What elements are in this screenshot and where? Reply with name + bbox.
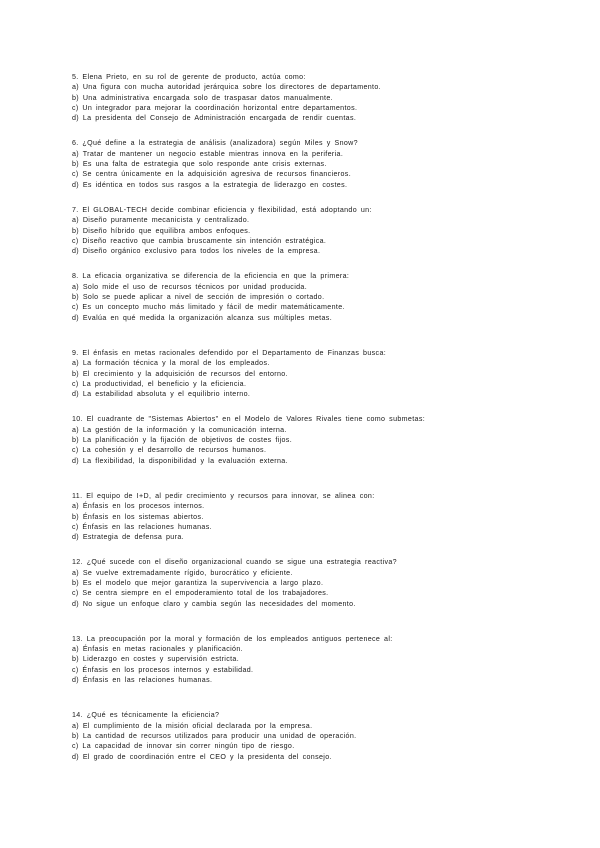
question-5 (72, 72, 542, 123)
option-d: d) Estrategia de defensa pura. (72, 533, 184, 542)
question-13 (72, 634, 542, 685)
option-a: a) Tratar de mantener un negocio estable mientras innova en la periferia. (72, 149, 344, 158)
question-title: 6. ¿Qué define a la estrategia de análisis (analizadora) según Miles y Snow? (72, 139, 358, 148)
option-a: a) Se vuelve extremadamente rígido, burocrático y eficiente. (72, 568, 293, 577)
option-b: b) Diseño híbrido que equilibra ambos enfoques. (72, 226, 251, 235)
question-title: 7. El GLOBAL-TECH decide combinar eficiencia y flexibilidad, está adoptando un: (72, 205, 372, 214)
question-title: 14. ¿Qué es técnicamente la eficiencia? (72, 711, 220, 720)
question-title: 5. Elena Prieto, en su rol de gerente de producto, actúa como: (72, 73, 306, 81)
option-a: a) Una figura con mucha autoridad jerárquica sobre los directores de departamento. (72, 83, 381, 92)
option-b: b) Solo se puede aplicar a nivel de sección de impresión o cortado. (72, 293, 325, 302)
option-b: b) Una administrativa encargada solo de traspasar datos manualmente. (72, 93, 333, 102)
question-6 (72, 138, 542, 189)
option-d: d) El grado de coordinación entre el CEO y la presidenta del consejo. (72, 752, 332, 761)
question-7 (72, 205, 542, 256)
option-a: a) Énfasis en los procesos internos. (72, 502, 205, 511)
option-b: b) La planificación y la fijación de objetivos de costes fijos. (72, 436, 293, 445)
option-a: a) Solo mide el uso de recursos técnicos por unidad producida. (72, 282, 308, 291)
option-d: d) Evalúa en qué medida la organización alcanza sus múltiples metas. (72, 313, 333, 322)
option-c: c) Énfasis en las relaciones humanas. (72, 522, 212, 531)
option-d: d) Énfasis en las relaciones humanas. (72, 676, 213, 685)
option-b: b) El crecimiento y la adquisición de recursos del entorno. (72, 369, 288, 378)
option-c: c) Diseño reactivo que cambia bruscamente sin intención estratégica. (72, 236, 327, 245)
option-d: d) Diseño orgánico exclusivo para todos los niveles de la empresa. (72, 247, 321, 256)
option-b: b) Énfasis en los sistemas abiertos. (72, 512, 204, 521)
question-12 (72, 557, 542, 608)
option-b: b) Es el modelo que mejor garantiza la supervivencia a largo plazo. (72, 578, 324, 587)
option-b: b) La cantidad de recursos utilizados para producir una unidad de operación. (72, 731, 357, 740)
option-c: c) Es un concepto mucho más limitado y fácil de medir matemáticamente. (72, 303, 345, 312)
option-d: d) La estabilidad absoluta y el equilibrio interno. (72, 390, 251, 399)
option-d: d) La presidenta del Consejo de Administración encargada de rendir cuentas. (72, 114, 357, 123)
question-8 (72, 271, 542, 322)
option-a: a) El cumplimiento de la misión oficial declarada por la empresa. (72, 721, 313, 730)
option-b: b) Liderazgo en costes y supervisión estricta. (72, 655, 240, 664)
option-c: c) Énfasis en los procesos internos y estabilidad. (72, 665, 254, 674)
question-11 (72, 491, 542, 542)
question-10 (72, 414, 542, 465)
option-c: c) La capacidad de innovar sin correr ningún tipo de riesgo. (72, 742, 295, 751)
option-a: a) La gestión de la información y la comunicación interna. (72, 425, 287, 434)
question-title: 8. La eficacia organizativa se diferencia de la eficiencia en que la primera: (72, 272, 350, 281)
option-d: d) No sigue un enfoque claro y cambia según las necesidades del momento. (72, 599, 356, 608)
option-c: c) Se centra únicamente en la adquisición agresiva de recursos financieros. (72, 170, 352, 179)
option-b: b) Es una falta de estrategia que solo responde ante crisis externas. (72, 160, 327, 169)
question-14 (72, 710, 542, 761)
question-9 (72, 348, 542, 399)
option-a: a) La formación técnica y la moral de los empleados. (72, 359, 270, 368)
option-c: c) La cohesión y el desarrollo de recursos humanos. (72, 446, 267, 455)
option-c: c) La productividad, el beneficio y la eficiencia. (72, 379, 247, 388)
question-list (72, 72, 542, 762)
question-title: 13. La preocupación por la moral y formación de los empleados antiguos pertenece al: (72, 634, 393, 643)
question-title: 12. ¿Qué sucede con el diseño organizacional cuando se sigue una estrategia reactiva? (72, 558, 397, 567)
option-c: c) Un integrador para mejorar la coordinación horizontal entre departamentos. (72, 103, 358, 112)
option-d: d) La flexibilidad, la disponibilidad y la evaluación externa. (72, 456, 288, 465)
question-title: 9. El énfasis en metas racionales defendido por el Departamento de Finanzas busca: (72, 348, 387, 357)
option-d: d) Es idéntica en todos sus rasgos a la estrategia de liderazgo en costes. (72, 180, 348, 189)
option-a: a) Diseño puramente mecanicista y centralizado. (72, 216, 250, 225)
question-title: 10. El cuadrante de "Sistemas Abiertos" en el Modelo de Valores Rivales tiene como submetas: (72, 415, 426, 424)
option-c: c) Se centra siempre en el empoderamiento total de los trabajadores. (72, 589, 329, 598)
question-title: 11. El equipo de I+D, al pedir crecimiento y recursos para innovar, se alinea con: (72, 491, 375, 500)
option-a: a) Énfasis en metas racionales y planificación. (72, 645, 243, 654)
